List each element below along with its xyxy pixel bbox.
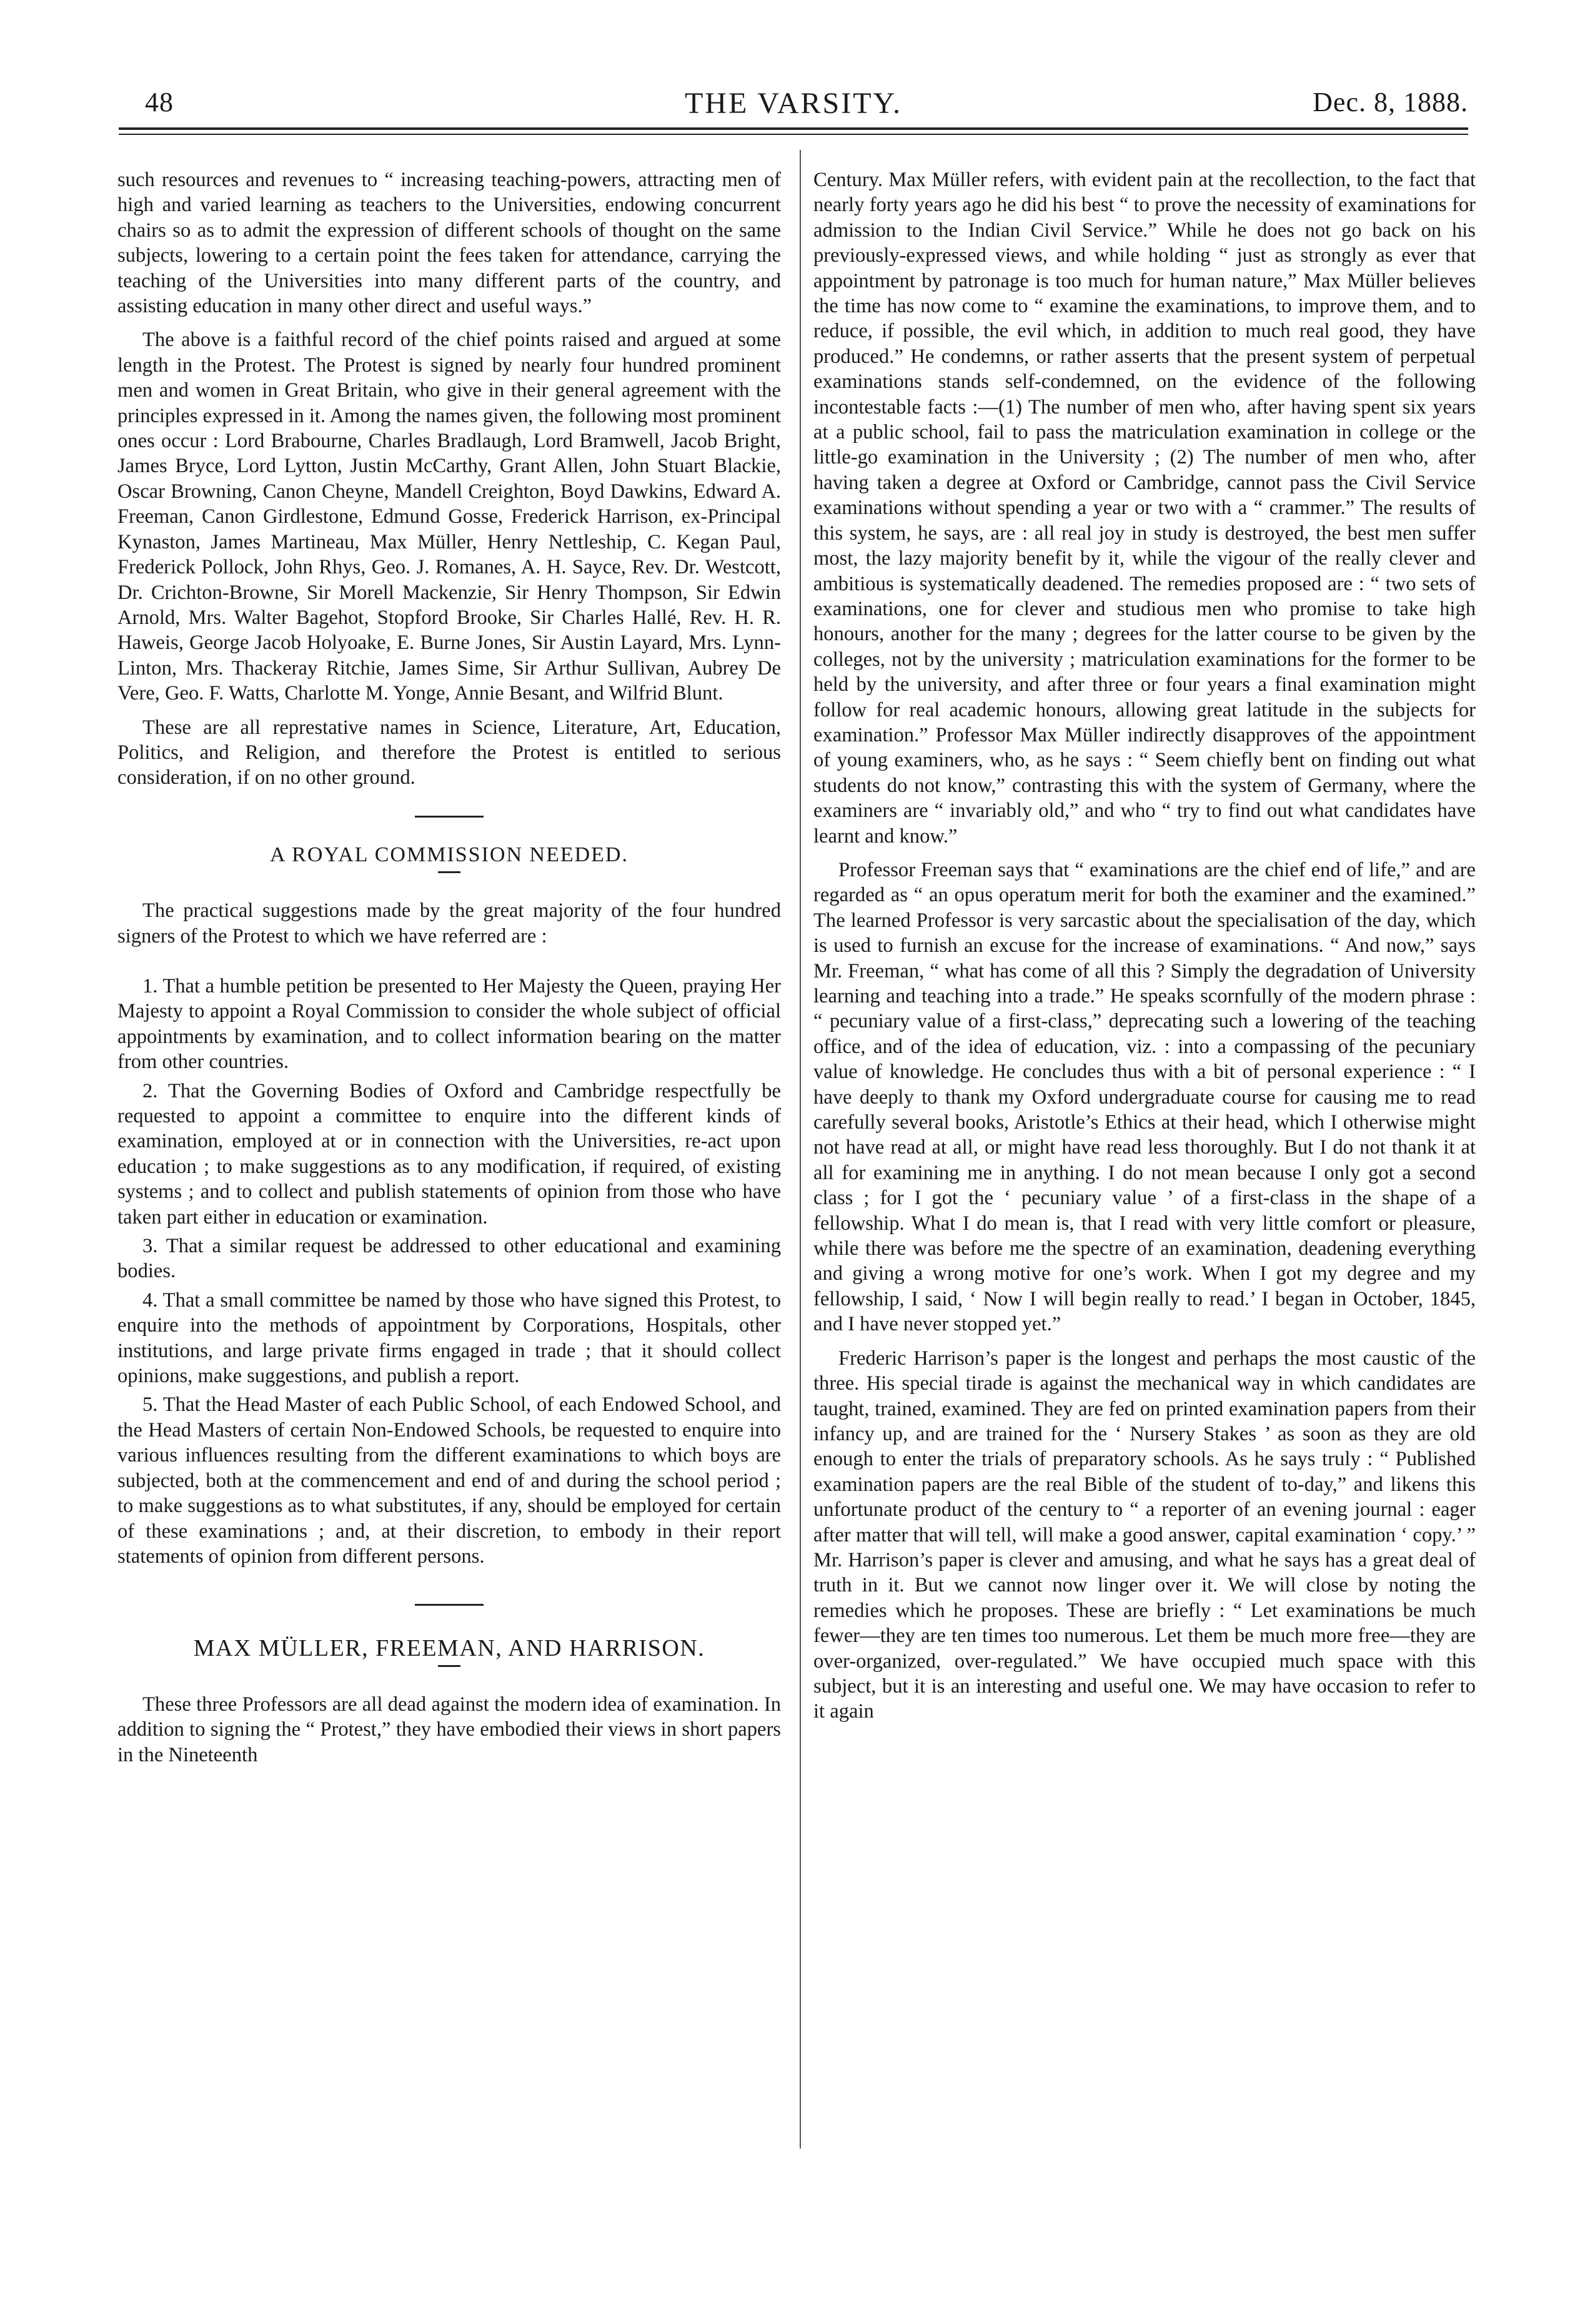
paragraph-continued: such resources and revenues to “ increasing teaching-powers, attracting men of high and varied learning as teachers to the Universities, endowing concurrent chairs so as to admit the expression of different schools of thought on the same subjects, lowering to a certain point the fees taken for attendance, carrying the teaching of the Universities into many different parts of the country, and assisting education in many other direct and useful ways.” (117, 169, 781, 318)
suggestion-item-1: 1. That a humble petition be presented to Her Majesty the Queen, praying Her Majesty to appoint a Royal Commission to consider the whole subject of official appointments by examination, and to collect information bearing on the matter from other countries. (117, 974, 781, 1074)
section-separator (415, 1604, 484, 1606)
left-column (117, 167, 781, 1776)
paragraph-representative-names: These are all represtative names in Science, Literature, Art, Education, Politics, and Religion, and therefore the Protest is entitled to serious consideration, if on no other ground. (117, 716, 781, 789)
issue-date: Dec. 8, 1888. (1313, 87, 1468, 117)
heading-underline (438, 1665, 460, 1667)
suggestion-item-3: 3. That a similar request be addressed to other educational and examining bodies. (117, 1235, 781, 1283)
masthead-title: THE VARSITY. (684, 87, 903, 120)
page-header (119, 80, 1468, 124)
section-heading-royal-commission: A ROYAL COMMISSION NEEDED. (270, 843, 629, 866)
section-heading-professors: MAX MÜLLER, FREEMAN, AND HARRISON. (193, 1635, 705, 1662)
header-rule-thick (119, 127, 1468, 130)
paragraph-protest-signers: The above is a faithful record of the chief points raised and argued at some length in the Protest. The Protest is signed by nearly four hundred prominent men and women in Great Britain, who give in their general agreement with the principles expressed in it. Among the names given, the following most prominent ones occur : Lord Brabourne, Charles Bradlaugh, Lord Bramwell, Jacob Bright, James Bryce, Lord Lytton, Justin McCarthy, Grant Allen, John Stuart Blackie, Oscar Browning, Canon Cheyne, Mandell Creighton, Boyd Dawkins, Edward A. Freeman, Canon Girdlestone, Edmund Gosse, Frederick Harrison, ex-Principal Kynaston, James Martineau, Max Müller, Henry Nettleship, C. Kegan Paul, Frederick Pollock, John Rhys, Geo. J. Romanes, A. H. Sayce, Rev. Dr. Westcott, Dr. Crichton-Browne, Sir Morell Mackenzie, Sir Henry Thompson, Sir Edwin Arnold, Mrs. Walter Bagehot, Stopford Brooke, Sir Charles Hallé, Rev. H. R. Haweis, George Jacob Holyoake, E. Burne Jones, Sir Austin Layard, Mrs. Lynn-Linton, Mrs. Thackeray Ritchie, James Sime, Sir Arthur Sullivan, Aubrey De Vere, Geo. F. Watts, Charlotte M. Yonge, Annie Besant, and Wilfrid Blunt. (117, 329, 781, 705)
header-rule-thin (119, 134, 1468, 135)
paragraph-freeman: Professor Freeman says that “ examinations are the chief end of life,” and are regarded as “ an opus operatum merit for both the examiner and the examined.” The learned Professor is very sarcastic about the specialisation of the day, which is used to furnish an excuse for the increase of examinations. “ And now,” says Mr. Freeman, “ what has come of all this ? Simply the degradation of University learning and teaching into a trade.” He speaks scornfully of the modern phrase : “ pecuniary value of a first-class,” deprecating such a lowering of the teaching office, and of the idea of education, viz. : into a compassing of the pecuniary value of knowledge. He concludes thus with a bit of personal experience : “ I have deeply to thank my Oxford undergraduate course for causing me to read carefully several books, Aristotle’s Ethics at their head, which I otherwise might not have read at all, or might have read less thoroughly. But I do not thank it at all for examining me in anything. I do not mean because I only got a second class ; for I got the ‘ pecuniary value ’ of a first-class in the shape of a fellowship. What I do mean is, that I read with very little comfort or pleasure, while there was before me the spectre of an examination, deadening everything and giving a wrong motive for one’s work. When I got my degree and my fellowship, I said, ‘ Now I will begin really to read.’ I began in October, 1845, and I have never stopped yet.” (813, 858, 1476, 1336)
suggestion-item-4: 4. That a small committee be named by those who have signed this Protest, to enquire into the methods of appointment by Corporations, Hospitals, other institutions, and large private firms engaged in trade ; that it should collect opinions, make suggestions, and publish a report. (117, 1288, 781, 1388)
section-separator (415, 816, 484, 818)
right-column (813, 167, 1476, 1733)
suggestion-item-2: 2. That the Governing Bodies of Oxford and Cambridge respectfully be requested to appoint a committee to enquire into the different kinds of examination, employed at or in connection with the Universities, re-act upon education ; to make suggestions as to any modification, if required, of existing systems ; and to collect and publish statements of opinion from those who have taken part either in education or examination. (117, 1079, 781, 1229)
paragraph-harrison: Frederic Harrison’s paper is the longest and perhaps the most caustic of the three. His special tirade is against the mechanical way in which candidates are taught, trained, examined. They are fed on printed examination papers from their infancy up, and are trained for the ‘ Nursery Stakes ’ as soon as they are old enough to enter the trials of preparatory schools. As he says truly : “ Published examination papers are the real Bible of the student of to-day,” and likens this unfortunate product of the century to “ a reporter of an evening journal : eager after matter that will tell, will make a good answer, capital examination ‘ copy.’ ” Mr. Harrison’s paper is clever and amusing, and what he says has a great deal of truth in it. But we cannot now linger over it. We will close by noting the remedies which he proposes. These are briefly : “ Let examinations be much fewer—they are ten times too numerous. Let them be much more free—they are over-organized, over-regulated.” We have occupied much space with this subject, but it is an interesting and useful one. We may have occasion to refer to it again (813, 1347, 1476, 1723)
paragraph-max-muller: Century. Max Müller refers, with evident pain at the recollection, to the fact that nearly forty years ago he did his best “ to prove the necessity of examinations for admission to the Indian Civil Service.” While he does not go back on his previously-expressed views, and while holding “ just as strongly as ever that appointment by patronage is too much for human nature,” Max Müller believes the time has now come to “ examine the examinations, to improve them, and to reduce, if possible, the evil which, in addition to much real good, they have produced.” He condemns, or rather asserts that the present system of perpetual examinations stands self-condemned, on the evidence of the following incontestable facts :—(1) The number of men who, after having spent six years at a public school, fail to pass the matriculation examination in college or the little-go examination in the University ; (2) The number of men who, after having taken a degree at Oxford or Cambridge, cannot pass the Civil Service examinations without spending a year or two with a “ crammer.” The results of this system, he says, are : all real joy in study is destroyed, the best men suffer most, the lazy majority benefit by it, while the vigour of the really clever and ambitious is systematically deadened. The remedies proposed are : “ two sets of examinations, one for clever and studious men who promise to take high honours, another for the many ; degrees for the latter course to be given by the colleges, not by the university ; matriculation examinations for the former to be held by the university, and after three or four years a final examination might follow for real academic honours, allowing great latitude in the subjects for examination.” Professor Max Müller indirectly disapproves of the appointment of young examiners, who, as he says : “ Seem chiefly bent on finding out what students do not know,” contrasting this with the system of Germany, where the examiners are “ invariably old,” and who “ try to find out what candidates have learnt and know.” (813, 169, 1476, 848)
suggestion-item-5: 5. That the Head Master of each Public School, of each Endowed School, and the Head Masters of certain Non-Endowed Schools, be requested to enquire into various influences resulting from the different examinations to which boys are subjected, both at the commencement and end of and during the school period ; to make suggestions as to what substitutes, if any, should be employed for certain of these examinations ; and, at their discretion, to embody in their report statements of opinion from different persons. (117, 1393, 781, 1568)
column-divider (800, 150, 801, 2148)
paragraph-suggestions-intro: The practical suggestions made by the great majority of the four hundred signers of the Protest to which we have referred are : (117, 899, 781, 947)
page-number: 48 (145, 87, 174, 117)
heading-underline (438, 871, 460, 873)
paragraph-professors-intro: These three Professors are all dead against the modern idea of examination. In addition to signing the “ Protest,” they have embodied their views in short papers in the Nineteenth (117, 1693, 781, 1766)
